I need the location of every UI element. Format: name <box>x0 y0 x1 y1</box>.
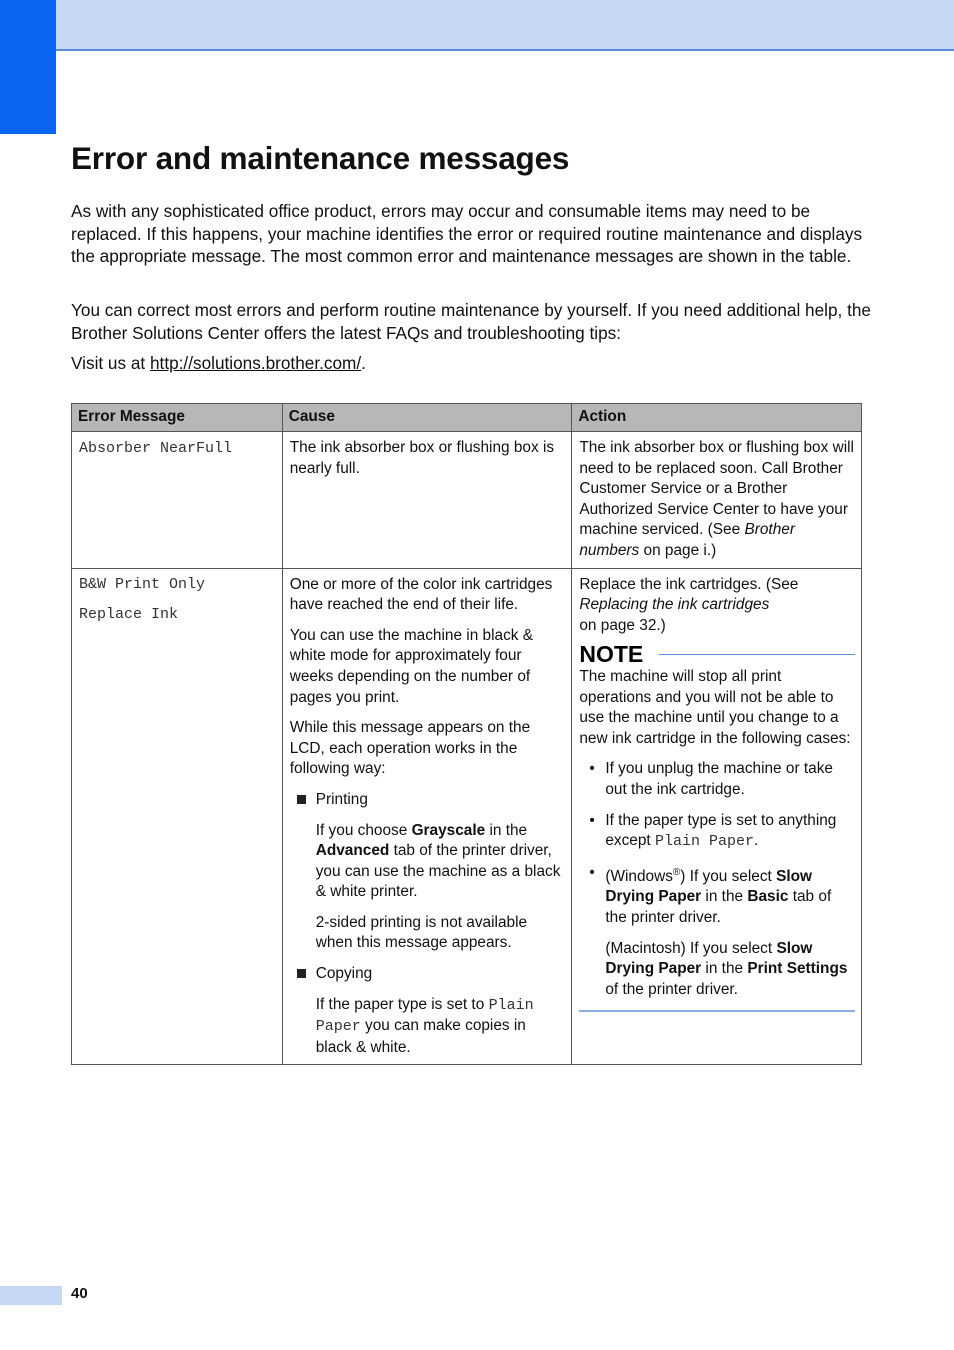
footer-tab <box>0 1286 62 1305</box>
text-run: in the <box>485 821 528 839</box>
action-tail: on page i.) <box>639 541 717 559</box>
text-run: tab of the printer driver. <box>605 888 832 926</box>
header-action: Action <box>572 404 862 432</box>
text-run: ) If you select <box>680 867 777 885</box>
note-bullet <box>579 811 855 853</box>
note-bullet <box>579 759 855 800</box>
printing-item <box>290 790 566 811</box>
print-settings-term: Print Settings <box>747 960 848 978</box>
note-end-rule <box>579 1010 855 1012</box>
error-cell <box>72 568 283 1065</box>
advanced-term: Advanced <box>315 842 390 860</box>
intro-paragraph-1: As with any sophisticated office product, errors may occur and consumable items may need to be replaced. If this happens, your machine identifies the error or required routine maintenance and displays the appropriate message. The most common error and maintenance messages are shown in the table. <box>71 201 863 267</box>
error-message-table <box>71 403 862 1065</box>
text-run: in the <box>701 960 748 978</box>
header-band <box>56 0 954 51</box>
action-cell <box>572 568 862 1065</box>
visit-suffix: . <box>361 353 366 373</box>
text-run: in the <box>701 888 748 906</box>
text-run: . <box>754 832 759 850</box>
text-run: you can make copies in black & white. <box>315 1017 526 1056</box>
square-bullet-icon <box>297 795 306 804</box>
copying-detail <box>290 995 566 1059</box>
printing-label: Printing <box>315 790 368 808</box>
plain-paper-term: Plain Paper <box>315 996 534 1036</box>
action-cell <box>572 432 862 569</box>
visit-line <box>71 352 871 375</box>
grayscale-term: Grayscale <box>411 821 486 839</box>
bullet-icon: • <box>589 863 595 881</box>
two-sided-note: 2-sided printing is not available when this message appears. <box>315 913 528 952</box>
copying-item <box>290 964 566 985</box>
note-rule <box>659 654 855 656</box>
error-absorber-nearfull: Absorber NearFull <box>79 440 233 457</box>
cause-cell <box>282 568 572 1065</box>
plain-paper-term: Plain Paper <box>654 833 755 851</box>
action-reference: Brother numbers <box>579 521 795 559</box>
bullet-icon: • <box>589 811 595 829</box>
text-run: If you choose <box>315 821 412 839</box>
error-cell <box>72 432 283 569</box>
action-text <box>579 575 855 637</box>
header-error-message: Error Message <box>72 404 283 432</box>
intro-paragraph-2: You can correct most errors and perform routine maintenance by yourself. If you need additional help, the Brother Solutions Center offers the latest FAQs and troubleshooting tips: <box>71 300 871 343</box>
text-run: If you unplug the machine or take out the ink cartridge. <box>605 760 833 798</box>
note-bullet <box>579 863 855 929</box>
printing-detail <box>290 821 566 903</box>
action-text: The ink absorber box or flushing box will need to be replaced soon. Call Brother Customer Service or a Brother Authorized Service Center to have your machine serviced. (See <box>579 439 854 539</box>
text-run: Replace the ink cartridges. (See <box>579 575 799 593</box>
visit-prefix: Visit us at <box>71 353 150 373</box>
error-bw-print-only: B&W Print Only <box>79 575 206 593</box>
text-run: If the paper type is set to anything except <box>605 811 837 850</box>
table-row <box>72 568 862 1065</box>
text-run: (Macintosh) If you select <box>605 939 777 957</box>
text-run: of the printer driver. <box>605 980 738 998</box>
copying-label: Copying <box>315 965 373 983</box>
action-reference: Replacing the ink cartridges <box>579 596 770 614</box>
table-row <box>72 432 862 569</box>
registered-mark: ® <box>672 866 681 878</box>
bullet-icon: • <box>589 760 595 778</box>
note-text: The machine will stop all print operations and you will not be able to use the machine until you change to a new ink cartridge in the following cases: <box>579 667 851 747</box>
text-run: If the paper type is set to <box>315 995 489 1013</box>
text-run: on page 32.) <box>579 616 666 634</box>
table-header-row <box>72 404 862 432</box>
mac-note <box>579 939 855 1001</box>
cause-paragraph: You can use the machine in black & white mode for approximately four weeks depending on the number of pages you print. <box>289 626 534 706</box>
slow-drying-term: Slow Drying Paper <box>605 939 813 978</box>
solutions-link[interactable]: http://solutions.brother.com/ <box>149 353 362 373</box>
slow-drying-term: Slow Drying Paper <box>605 867 813 906</box>
cause-paragraph: While this message appears on the LCD, each operation works in the following way: <box>289 719 531 778</box>
basic-term: Basic <box>747 888 789 906</box>
note-header <box>579 641 855 668</box>
note-title: NOTE <box>579 641 644 668</box>
text-run: tab of the printer driver, you can use the machine as a black & white printer. <box>315 842 561 901</box>
chapter-tab <box>0 0 56 134</box>
cause-cell: The ink absorber box or flushing box is nearly full. <box>282 432 572 569</box>
error-replace-ink: Replace Ink <box>79 606 179 624</box>
page-title: Error and maintenance messages <box>71 140 570 176</box>
text-run: (Windows <box>605 867 673 885</box>
square-bullet-icon <box>297 969 306 978</box>
header-cause: Cause <box>282 404 572 432</box>
cause-paragraph: One or more of the color ink cartridges have reached the end of their life. <box>289 575 553 614</box>
page-number: 40 <box>71 1285 88 1302</box>
